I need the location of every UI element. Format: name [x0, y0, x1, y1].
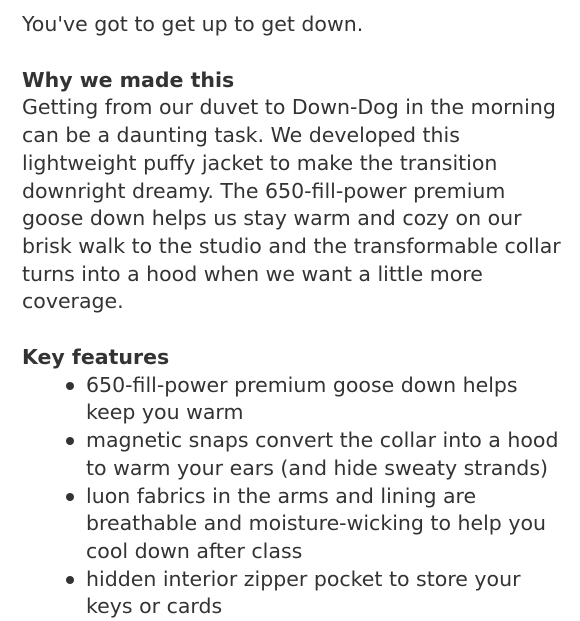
list-item	[65, 427, 570, 482]
section-spacer	[22, 316, 570, 344]
list-item-text: 650-fill-power premium goose down helps keep you warm	[86, 372, 518, 425]
key-features-heading: Key features	[22, 345, 170, 370]
list-item-text: hidden interior zipper pocket to store your keys or cards	[86, 566, 521, 619]
list-item	[65, 566, 570, 621]
product-description	[22, 11, 570, 621]
tagline: You've got to get up to get down.	[22, 12, 364, 36]
list-item	[65, 372, 570, 427]
list-item-text: luon fabrics in the arms and lining are breathable and moisture-wicking to help you cool down after class	[86, 483, 546, 563]
why-we-made-this-paragraph: Getting from our duvet to Down-Dog in the morning can be a daunting task. We developed this lightweight puffy jacket to make the transition downright dreamy. The 650-fill-power premium goose down helps us stay warm and cozy on our brisk walk to the studio and the transformable collar turns into a hood when we want a little more coverage.	[22, 95, 561, 314]
why-we-made-this-heading: Why we made this	[22, 67, 235, 92]
key-features-list	[22, 372, 570, 621]
list-item-text: magnetic snaps convert the collar into a hood to warm your ears (and hide sweaty strands)	[86, 428, 559, 480]
section-spacer	[22, 39, 570, 67]
list-item	[65, 483, 570, 566]
